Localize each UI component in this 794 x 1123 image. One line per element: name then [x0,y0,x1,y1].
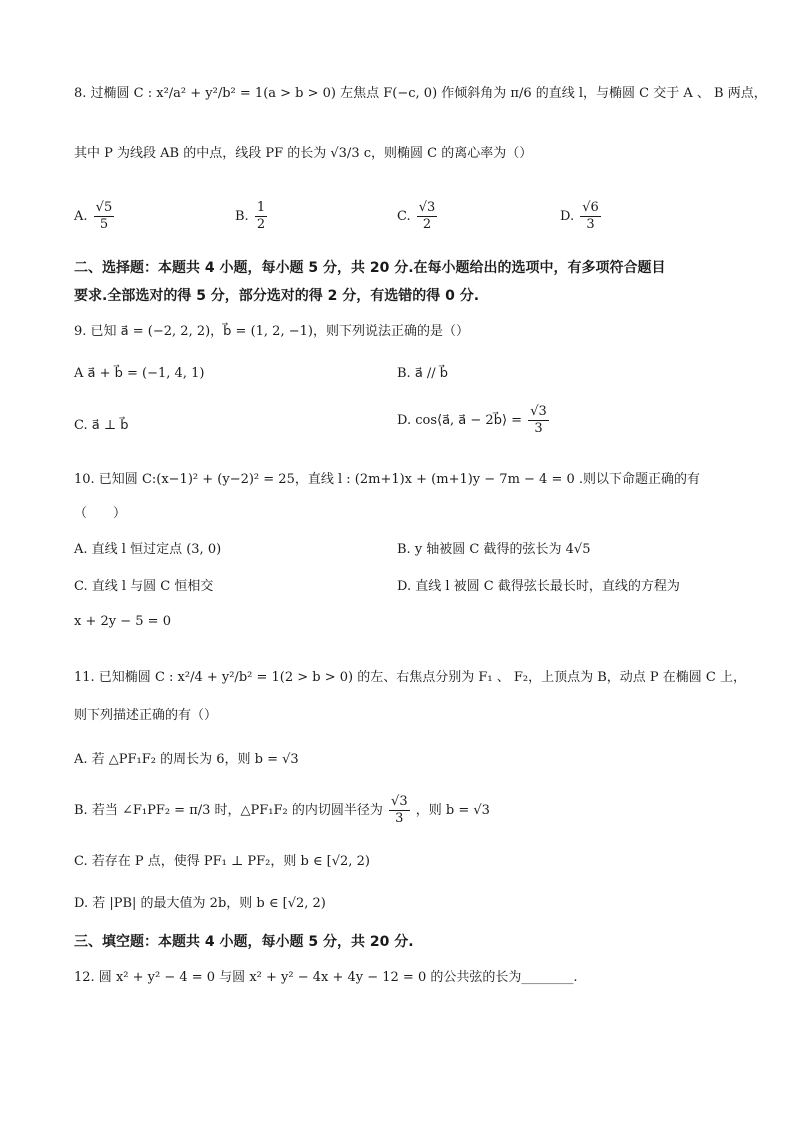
q9-option-c: C. a⃗ ⊥ b⃗ [74,418,129,433]
fraction-denominator: 5 [99,217,109,232]
option-fraction [528,404,549,437]
q8-option-c [397,200,439,233]
fraction-numerator: √6 [582,200,599,215]
q8-option-b [235,200,269,233]
section3-heading: 三、填空题：本题共 4 小题，每小题 5 分，共 20 分. [74,934,414,950]
q8-option-a [74,200,116,233]
q8-line2: 其中 P 为线段 AB 的中点，线段 PF 的长为 √3/3 c，则椭圆 C 的离心率为（） [74,146,533,161]
q11-line1: 11. 已知椭圆 C : x²/4 + y²/b² = 1(2 > b > 0) 的左、右焦点分别为 F₁ 、 F₂，上顶点为 B，动点 P 在椭圆 C 上， [74,670,747,685]
q9-option-d [397,404,551,437]
q11-option-a: A. 若 △PF₁F₂ 的周长为 6，则 b = √3 [74,752,299,767]
q9-option-b: B. a⃗ // b⃗ [397,366,449,381]
q10-option-d-continued: x + 2y − 5 = 0 [74,614,171,629]
fraction-denominator: 2 [422,217,432,232]
q9-stem: 9. 已知 a⃗ = (−2, 2, 2)，b⃗ = (1, 2, −1)，则下列说法正确的是（） [74,324,469,339]
q10-line2: （ ） [74,506,127,521]
q10-option-a: A. 直线 l 恒过定点 (3, 0) [74,542,222,557]
section2-heading-line2: 要求.全部选对的得 5 分，部分选对的得 2 分，有选错的得 0 分. [74,288,480,304]
option-fraction [580,200,601,233]
option-b-text: B. 若当 ∠F₁PF₂ = π/3 时，△PF₁F₂ 的内切圆半径为 [74,803,383,818]
q8-line1: 8. 过椭圆 C : x²/a² + y²/b² = 1(a > b > 0) 左焦点 F(−c, 0) 作倾斜角为 π/6 的直线 l，与椭圆 C 交于 A 、 B 两点， [74,86,767,101]
option-b-tail: ，则 b = √3 [415,803,490,818]
fraction-denominator: 3 [395,811,404,826]
option-label: B. [235,209,249,224]
fraction-numerator: 1 [256,200,266,215]
q11-line2: 则下列描述正确的有（） [74,708,218,723]
q10-line1: 10. 已知圆 C:(x−1)² + (y−2)² = 25，直线 l : (2m+1)x + (m+1)y − 7m − 4 = 0 .则以下命题正确的有 [74,472,701,487]
option-fraction [94,200,115,233]
fraction-denominator: 2 [256,217,266,232]
option-d-text: D. cos⟨a⃗, a⃗ − 2b⃗⟩ = [397,413,523,428]
option-label: A. [74,209,88,224]
q10-option-c: C. 直线 l 与圆 C 恒相交 [74,579,214,594]
q8-option-d [560,200,603,233]
fraction-numerator: √3 [391,794,408,809]
fraction-numerator: √5 [95,200,113,215]
fraction-numerator: √3 [530,404,547,419]
option-label: C. [397,209,411,224]
q9-option-a: A a⃗ + b⃗ = (−1, 4, 1) [74,366,205,381]
option-fraction [389,794,410,827]
q11-option-d: D. 若 |PB| 的最大值为 2b，则 b ∈ [√2, 2) [74,896,326,911]
q10-option-d: D. 直线 l 被圆 C 截得弦长最长时，直线的方程为 [397,579,680,594]
q12-text: 12. 圆 x² + y² − 4 = 0 与圆 x² + y² − 4x + 4y − 12 = 0 的公共弦的长为________. [74,970,578,985]
q11-option-c: C. 若存在 P 点，使得 PF₁ ⊥ PF₂，则 b ∈ [√2, 2) [74,854,370,869]
option-fraction [255,200,267,233]
section2-heading-line1: 二、选择题：本题共 4 小题，每小题 5 分，共 20 分.在每小题给出的选项中，有多项符合题目 [74,260,666,276]
q11-option-b [74,794,490,827]
fraction-denominator: 3 [586,217,595,232]
q10-option-b: B. y 轴被圆 C 截得的弦长为 4√5 [397,542,591,557]
option-label: D. [560,209,575,224]
fraction-denominator: 3 [534,421,543,436]
option-fraction [417,200,438,233]
fraction-numerator: √3 [418,200,436,215]
